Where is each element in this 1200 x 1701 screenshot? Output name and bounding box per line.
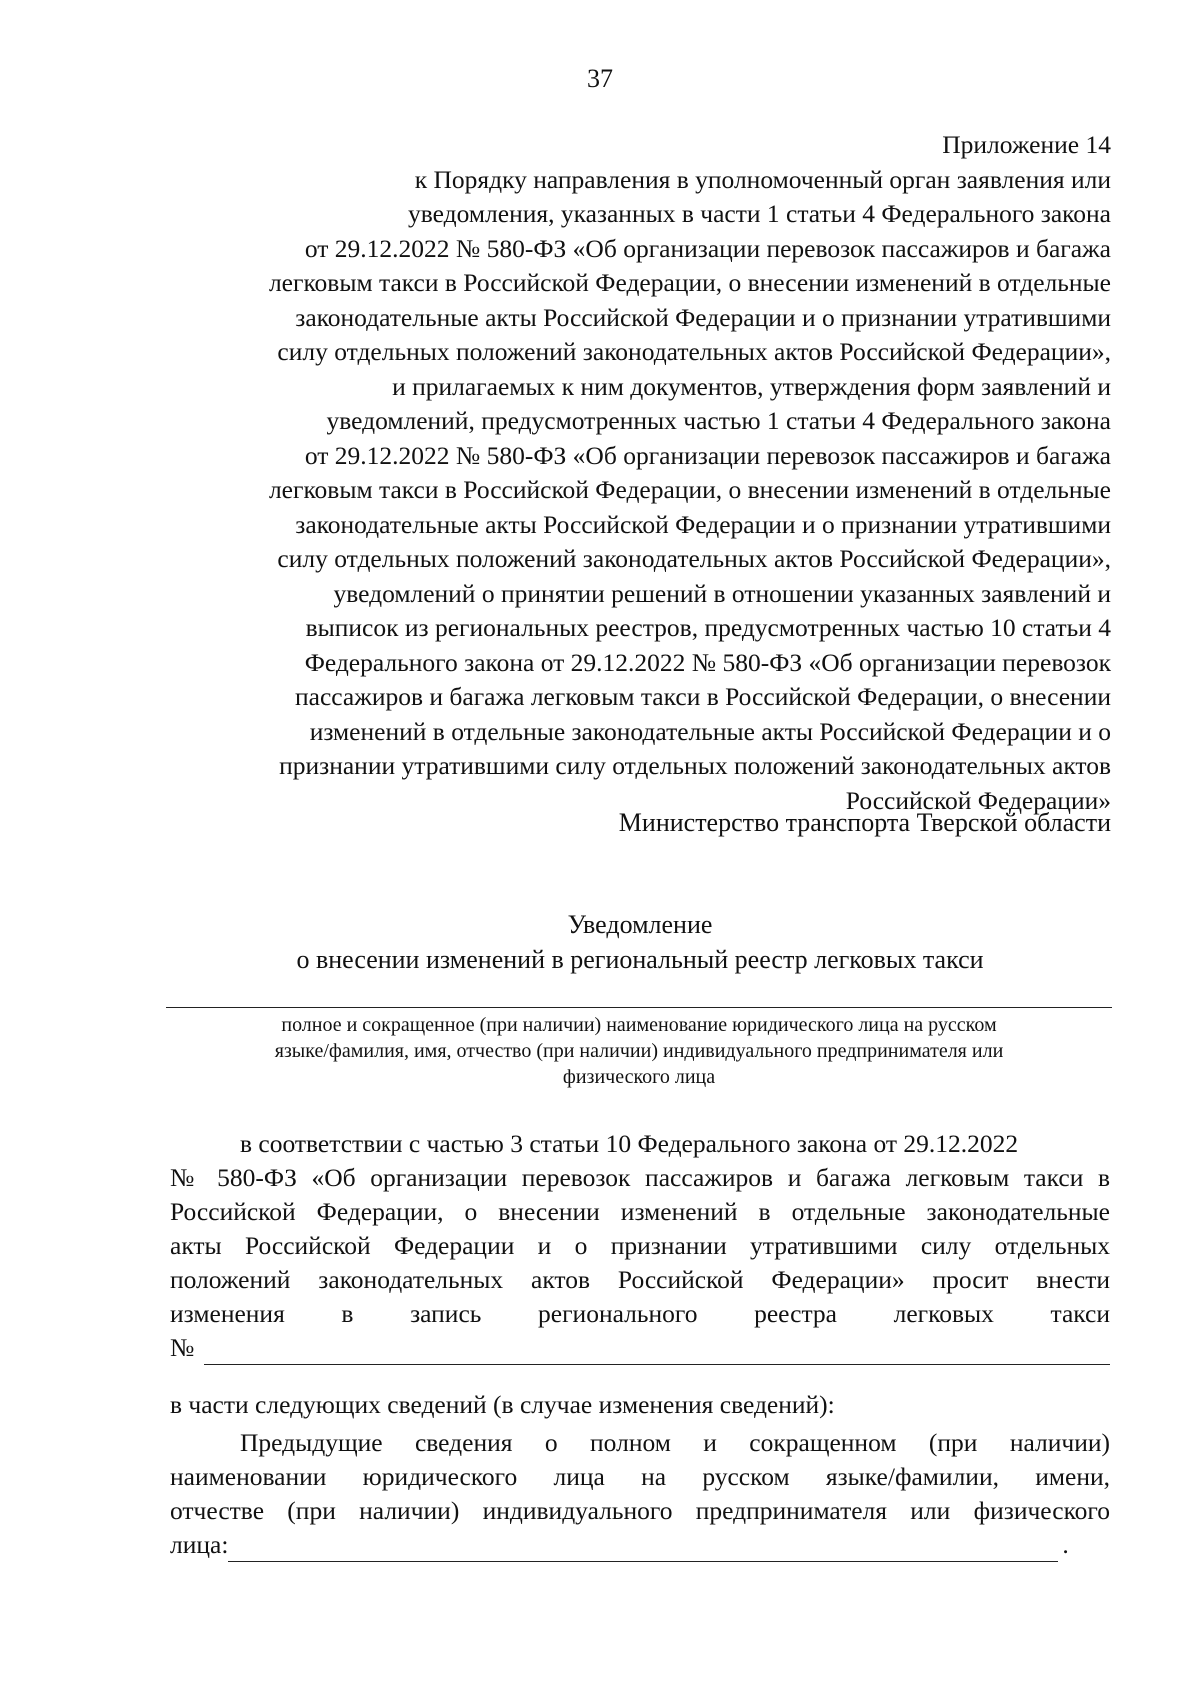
body-line: изменения в запись регионального реестра легковых такси: [170, 1299, 1110, 1328]
applicant-name-field[interactable]: [166, 1007, 1112, 1008]
body-line: № 580-ФЗ «Об организации перевозок пассажиров и багажа легковым такси в: [170, 1163, 1110, 1192]
registry-number-row: [170, 1331, 1110, 1365]
previous-name-field[interactable]: [228, 1537, 1058, 1562]
annex-line: уведомлений о принятии решений в отношении указанных заявлений и: [333, 578, 1111, 608]
registry-number-label: №: [170, 1333, 195, 1362]
end-period: .: [1062, 1530, 1069, 1559]
notice-title: Уведомление: [567, 910, 713, 939]
annex-line: от 29.12.2022 № 580-ФЗ «Об организации перевозок пассажиров и багажа: [304, 440, 1111, 470]
previous-info-line: Предыдущие сведения о полном и сокращенном (при наличии): [240, 1428, 1110, 1457]
annex-line: от 29.12.2022 № 580-ФЗ «Об организации перевозок пассажиров и багажа: [304, 233, 1111, 263]
annex-line: изменений в отдельные законодательные акты Российской Федерации и о: [309, 716, 1111, 746]
recipient-authority: Министерство транспорта Тверской области: [618, 808, 1111, 837]
annex-line: к Порядку направления в уполномоченный орган заявления или: [414, 164, 1111, 194]
annex-line: пассажиров и багажа легковым такси в Российской Федерации, о внесении: [295, 682, 1111, 711]
annex-line: уведомления, указанных в части 1 статьи 4 Федерального закона: [408, 199, 1111, 228]
applicant-name-caption: [166, 1012, 1112, 1090]
annex-line: силу отдельных положений законодательных актов Российской Федерации»,: [277, 544, 1111, 573]
page-number: 37: [587, 64, 613, 93]
annex-line: легковым такси в Российской Федерации, о внесении изменений в отдельные: [268, 268, 1111, 297]
previous-info-line: отчестве (при наличии) индивидуального предпринимателя или физического: [170, 1496, 1110, 1525]
annex-line: уведомлений, предусмотренных частью 1 статьи 4 Федерального закона: [326, 406, 1111, 435]
annex-line: Федерального закона от 29.12.2022 № 580-ФЗ «Об организации перевозок: [304, 647, 1111, 677]
caption-line: языке/фамилия, имя, отчество (при наличии) индивидуального предпринимателя или: [274, 1040, 1004, 1062]
previous-name-label: лица:: [170, 1530, 229, 1559]
request-paragraph: [170, 1127, 1110, 1365]
annex-line: признании утратившими силу отдельных положений законодательных актов: [279, 751, 1111, 780]
annex-header: [151, 128, 1111, 818]
previous-info-line: наименовании юридического лица на русском языке/фамилии, имени,: [170, 1462, 1110, 1491]
caption-line: физического лица: [562, 1066, 716, 1088]
annex-line: Российской Федерации»: [845, 785, 1111, 815]
previous-name-row: [170, 1528, 1110, 1562]
body-line: в соответствии с частью 3 статьи 10 Федерального закона от 29.12.2022: [240, 1129, 1019, 1158]
annex-line: Приложение 14: [942, 130, 1111, 159]
annex-line: и прилагаемых к ним документов, утверждения форм заявлений и: [392, 371, 1111, 401]
body-line: акты Российской Федерации и о признании утратившими силу отдельных: [170, 1231, 1110, 1260]
body-line: положений законодательных актов Российской Федерации» просит внести: [170, 1265, 1110, 1294]
annex-line: законодательные акты Российской Федерации и о признании утратившими: [295, 302, 1111, 332]
annex-line: законодательные акты Российской Федерации и о признании утратившими: [295, 509, 1111, 539]
previous-info-paragraph: [170, 1426, 1110, 1562]
annex-line: силу отдельных положений законодательных актов Российской Федерации»,: [277, 337, 1111, 366]
changed-info-intro: в части следующих сведений (в случае изменения сведений):: [170, 1390, 835, 1419]
body-line: Российской Федерации, о внесении изменений в отдельные законодательные: [170, 1197, 1110, 1226]
registry-number-field[interactable]: [204, 1340, 1110, 1365]
caption-line: полное и сокращенное (при наличии) наименование юридического лица на русском: [281, 1014, 997, 1036]
annex-line: легковым такси в Российской Федерации, о внесении изменений в отдельные: [268, 475, 1111, 504]
annex-line: выписок из региональных реестров, предусмотренных частью 10 статьи 4: [305, 613, 1111, 642]
notice-subtitle: о внесении изменений в региональный реестр легковых такси: [296, 945, 984, 974]
